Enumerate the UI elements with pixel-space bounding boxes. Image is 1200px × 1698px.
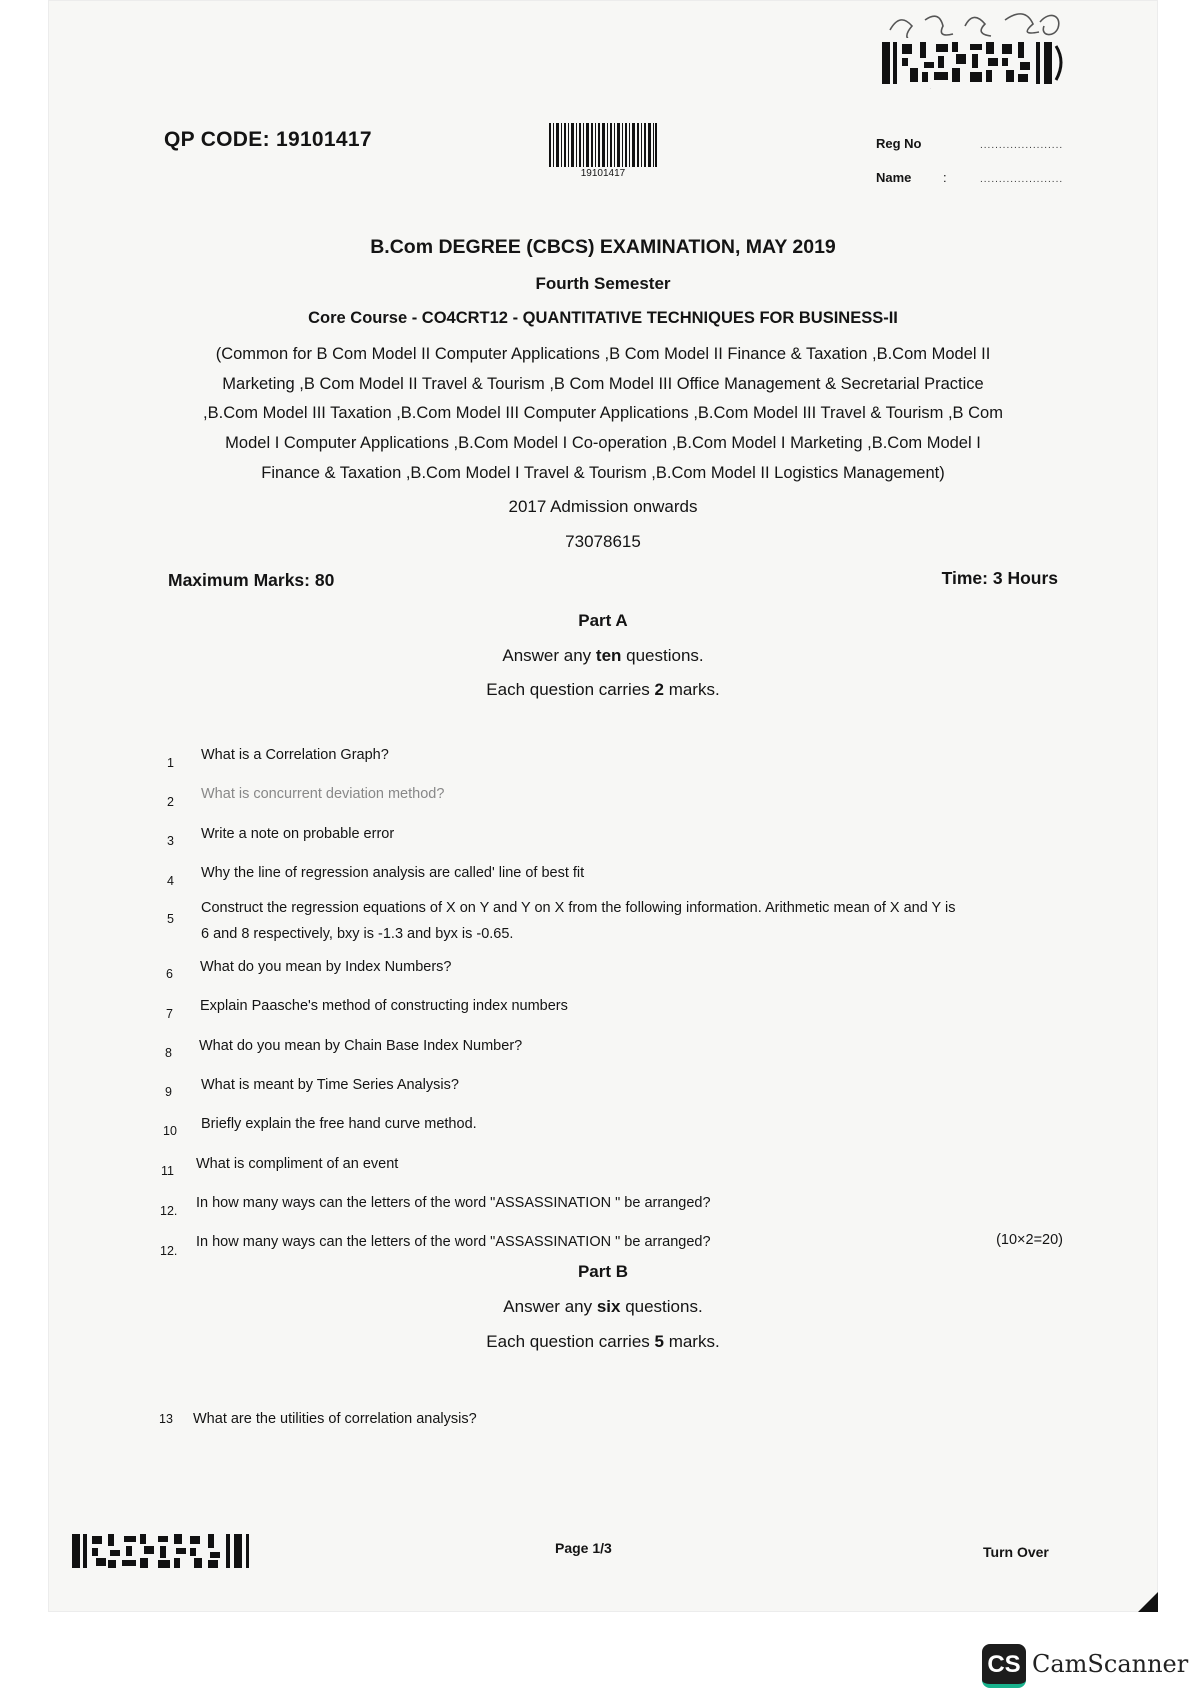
name-blank: ...................... [980,174,1064,185]
question-text: What is compliment of an event [196,1156,399,1172]
common-line: (Common for B Com Model II Computer Applications ,B Com Model II Finance & Taxation ,B.Com Model II [215,345,991,363]
question-number: 3 [167,834,174,848]
question-text: Write a note on probable error [201,826,395,842]
turn-over: Turn Over [983,1544,1049,1560]
question-number: 12. [160,1244,178,1258]
course-title: Core Course - CO4CRT12 - QUANTITATIVE TECHNIQUES FOR BUSINESS-II [308,309,898,327]
question-number: 1 [167,756,174,770]
part-b-title: Part B [577,1262,629,1281]
reg-no-label: Reg No [876,136,922,151]
question-text: What do you mean by Chain Base Index Number? [199,1038,523,1054]
page-corner-mark [1138,1592,1158,1612]
part-b-instruction: Answer any six questions. [503,1297,703,1316]
question-text: In how many ways can the letters of the word "ASSASSINATION " be arranged? [196,1195,711,1211]
question-number: 12. [160,1204,178,1218]
question-text: What is meant by Time Series Analysis? [201,1077,459,1093]
qr-code-top [878,38,1068,88]
part-b-marks: Each question carries 5 marks. [486,1332,720,1351]
question-text: What is concurrent deviation method? [201,786,445,802]
question-text: Construct the regression equations of X on Y and Y on X from the following information. Arithmetic mean of X and Y is [201,900,956,916]
question-number: 5 [167,912,174,926]
question-text: In how many ways can the letters of the word "ASSASSINATION " be arranged? [196,1234,711,1250]
max-marks: Maximum Marks: 80 [168,570,335,590]
reg-no-blank: ...................... [980,140,1064,151]
time-allowed: Time: 3 Hours [941,568,1058,588]
common-for-block [145,340,1061,489]
qr-code-bottom [70,1532,256,1570]
common-line: ,B.Com Model III Taxation ,B.Com Model III Computer Applications ,B.Com Model III Travel & Tourism ,B Com [203,404,1003,423]
paper-code: 73078615 [565,532,641,551]
semester: Fourth Semester [535,274,671,293]
question-number: 8 [165,1046,172,1060]
question-text: What is a Correlation Graph? [201,747,389,763]
common-line: Model I Computer Applications ,B.Com Model I Co-operation ,B.Com Model I Marketing ,B.Com Model I [225,434,981,453]
admission: 2017 Admission onwards [508,497,698,516]
part-a-title: Part A [578,611,628,630]
barcode-number: 19101417 [580,168,626,179]
question-text-continued: 6 and 8 respectively, bxy is -1.3 and byx is -0.65. [201,926,514,942]
exam-title: B.Com DEGREE (CBCS) EXAMINATION, MAY 2019 [370,236,836,258]
name-colon: : [943,170,947,185]
question-number: 2 [167,795,174,809]
common-line: Finance & Taxation ,B.Com Model I Travel & Tourism ,B.Com Model II Logistics Management) [261,463,945,482]
question-text: What are the utilities of correlation analysis? [193,1411,477,1427]
question-number: 10 [163,1124,177,1138]
camscanner-brand: CamScanner [1032,1650,1189,1678]
part-a-marks: Each question carries 2 marks. [486,680,720,699]
question-text: What do you mean by Index Numbers? [200,959,452,975]
barcode [549,123,657,167]
question-text: Why the line of regression analysis are called' line of best fit [201,865,585,881]
question-number: 11 [161,1164,174,1178]
question-number: 9 [165,1085,172,1099]
common-line: Marketing ,B Com Model II Travel & Tourism ,B Com Model III Office Management & Secretarial Practice [222,374,984,393]
name-label: Name [876,170,912,185]
question-number: 7 [166,1007,173,1021]
question-number: 13 [159,1412,173,1426]
qp-code: QP CODE: 19101417 [164,128,372,151]
part-a-total: (10×2=20) [996,1232,1063,1248]
question-text: Briefly explain the free hand curve method. [201,1116,477,1132]
question-number: 4 [167,874,174,888]
part-a-instruction: Answer any ten questions. [502,646,704,665]
camscanner-logo: CS [982,1644,1026,1688]
page-number: Page 1/3 [555,1540,612,1556]
question-number: 6 [166,967,173,981]
question-text: Explain Paasche's method of constructing index numbers [200,998,568,1014]
